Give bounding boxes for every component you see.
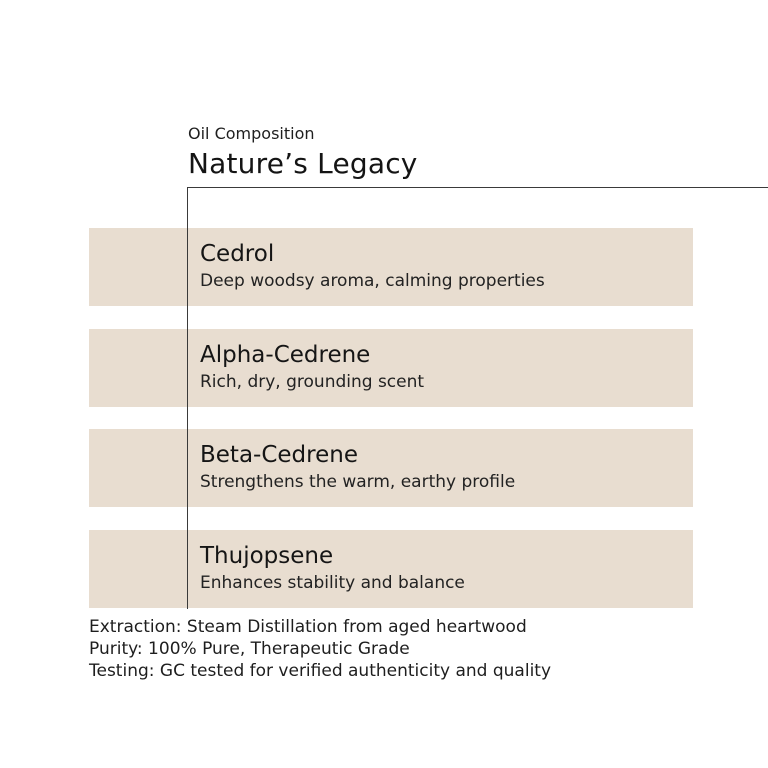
- spec-extraction: Extraction: Steam Distillation from aged heartwood: [89, 617, 527, 637]
- component-description: Rich, dry, grounding scent: [200, 372, 425, 392]
- component-name: Cedrol: [200, 241, 275, 267]
- component-name: Thujopsene: [200, 543, 334, 569]
- component-description: Enhances stability and balance: [200, 573, 465, 593]
- component-description: Deep woodsy aroma, calming properties: [200, 271, 545, 291]
- component-row-beta-cedrene: [89, 429, 693, 507]
- vertical-divider: [187, 187, 188, 609]
- component-row-thujopsene: [89, 530, 693, 608]
- specs-block: [89, 616, 551, 682]
- spec-purity: Purity: 100% Pure, Therapeutic Grade: [89, 639, 410, 659]
- component-name: Beta-Cedrene: [200, 442, 358, 468]
- page-subtitle: Oil Composition: [188, 124, 315, 143]
- page-title: Nature’s Legacy: [188, 147, 418, 180]
- component-row-cedrol: [89, 228, 693, 306]
- header: [188, 124, 418, 182]
- component-name: Alpha-Cedrene: [200, 342, 371, 368]
- spec-testing: Testing: GC tested for verified authenticity and quality: [89, 661, 552, 681]
- horizontal-divider: [188, 187, 768, 188]
- component-row-alpha-cedrene: [89, 329, 693, 407]
- component-description: Strengthens the warm, earthy profile: [200, 472, 516, 492]
